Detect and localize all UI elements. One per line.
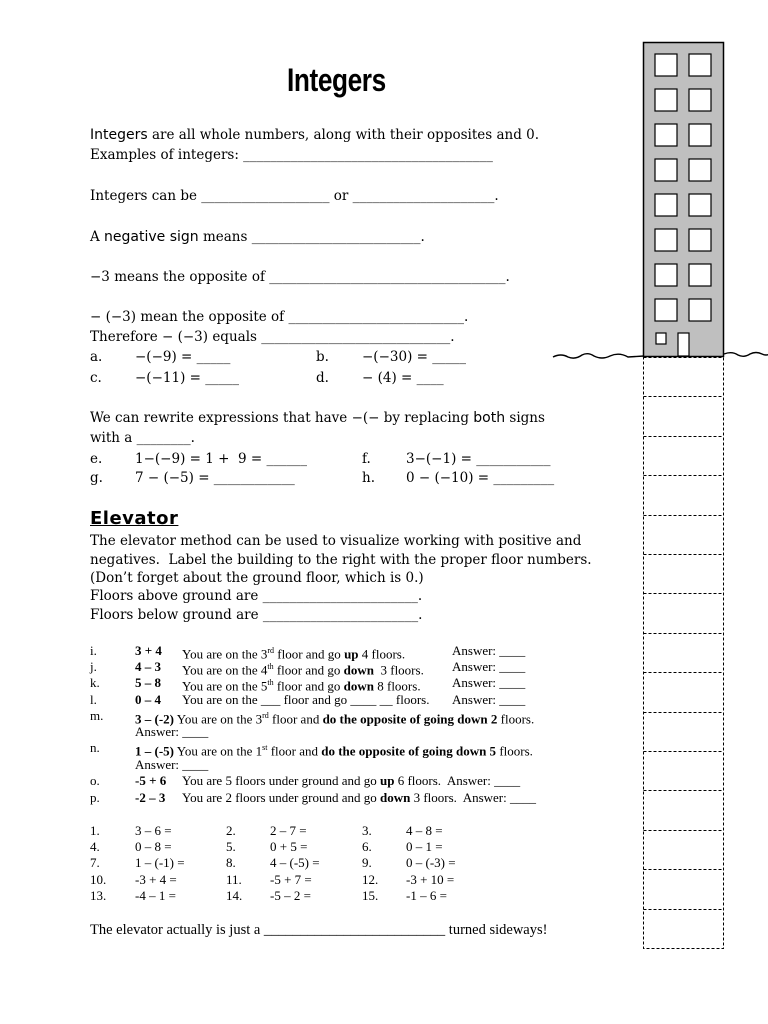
problem-answer: Answer: ____: [452, 659, 526, 674]
elevator-paragraph-2: negatives. Label the building to the right with the proper floor numbers.: [90, 552, 592, 568]
problem-text-c: 4 floors.: [358, 646, 406, 662]
item-e-label: e.: [90, 451, 103, 467]
problem-text-b: floor and go: [273, 678, 344, 694]
problem-text-a: You are 2 floors under ground and go: [182, 790, 380, 805]
drill-expr: 2 – 7 =: [270, 823, 307, 838]
can-be-line: Integers can be ___________________ or _____________________.: [90, 188, 499, 204]
drill-expr: 4 – (-5) =: [270, 855, 320, 870]
drill-number: 8.: [226, 855, 236, 870]
drill-expr: 0 + 5 =: [270, 839, 308, 854]
drill-number: 14.: [226, 888, 243, 903]
problem-sup: rd: [262, 711, 269, 720]
floors-below-line: Floors below ground are _______________________.: [90, 607, 423, 623]
problem-text-a: You are on the 3: [182, 646, 268, 662]
problem-text-c: 8 floors.: [373, 678, 421, 694]
problem-sup: th: [267, 678, 274, 687]
negative-sign-term: negative sign: [104, 229, 199, 245]
drill-number: 7.: [90, 855, 100, 870]
problem-text-c: floors.: [497, 711, 535, 727]
problem-bold: down: [379, 790, 411, 805]
problem-expr: 0 – 4: [135, 692, 161, 707]
item-b-expr: −(−30) = _____: [362, 349, 466, 365]
problem-expr: -5 + 6: [135, 773, 167, 788]
building-icon: [644, 43, 724, 357]
drill-expr: 0 – (-3) =: [406, 855, 456, 870]
drill-expr: -3 + 10 =: [406, 872, 455, 887]
drill-number: 12.: [362, 872, 379, 887]
item-c-expr: −(−11) = _____: [135, 370, 239, 386]
problem-label: k.: [90, 675, 100, 690]
problem-text-b: floor and go: [273, 662, 344, 678]
problem-label: m.: [90, 708, 104, 723]
elevator-paragraph-3: (Don’t forget about the ground floor, which is 0.): [90, 570, 424, 586]
negative-sign-suffix: means _________________________.: [198, 229, 425, 245]
item-b-label: b.: [316, 349, 329, 365]
rewrite-line-2: with a ________.: [90, 430, 195, 446]
problem-text-c: 3 floors. Answer: ____: [410, 790, 537, 805]
item-f-label: f.: [362, 451, 371, 467]
drill-expr: -5 + 7 =: [270, 872, 312, 887]
problem-bold: down: [343, 678, 374, 694]
problem-text-a: You are on the 5: [182, 678, 268, 694]
problem-expr: 5 – 8: [135, 675, 161, 690]
problem-text-a: You are 5 floors under ground and go: [182, 773, 380, 788]
drill-number: 15.: [362, 888, 379, 903]
drill-number: 2.: [226, 823, 236, 838]
problem-bold: do the opposite of going down 5: [321, 743, 497, 759]
drill-number: 1.: [90, 823, 100, 838]
drill-number: 13.: [90, 888, 107, 903]
problem-label: o.: [90, 773, 100, 788]
rewrite-prefix: We can rewrite expressions that have −(− by replacing: [90, 410, 474, 426]
drill-expr: -1 – 6 =: [406, 888, 447, 903]
problem-text-a: You are on the 4: [182, 662, 268, 678]
drill-number: 11.: [226, 872, 242, 887]
drill-number: 4.: [90, 839, 100, 854]
problem-sup: th: [267, 662, 274, 671]
drill-expr: -3 + 4 =: [135, 872, 177, 887]
problem-expr: 4 – 3: [135, 659, 161, 674]
item-d-label: d.: [316, 370, 329, 386]
item-a-label: a.: [90, 349, 103, 365]
rewrite-suffix: signs: [505, 410, 545, 426]
problem-answer: Answer: ____: [135, 724, 209, 739]
opposite-neg-three-line: − (−3) mean the opposite of __________________________.: [90, 309, 469, 325]
problem-answer: Answer: ____: [452, 643, 526, 658]
page-title: Integers: [287, 62, 386, 98]
problem-expr: 3 – (-2): [135, 711, 174, 727]
problem-text-b: floor and: [268, 711, 323, 727]
drill-expr: -4 – 1 =: [135, 888, 176, 903]
item-h-expr: 0 − (−10) = _________: [406, 470, 555, 486]
drill-expr: 0 – 8 =: [135, 839, 172, 854]
closing-line: The elevator actually is just a _________________________ turned sideways!: [90, 922, 548, 938]
problem-answer: Answer: ____: [135, 757, 209, 772]
drill-expr: 3 – 6 =: [135, 823, 172, 838]
item-a-expr: −(−9) = _____: [135, 349, 231, 365]
drill-expr: -5 – 2 =: [270, 888, 311, 903]
intro-term: Integers: [90, 127, 148, 143]
item-c-label: c.: [90, 370, 102, 386]
problem-expr: 1 – (-5): [135, 743, 174, 759]
problem-text-b: floor and go: [274, 646, 345, 662]
problem-expr: 3 + 4: [135, 643, 162, 658]
item-g-expr: 7 − (−5) = ____________: [135, 470, 295, 486]
underground-floors: [644, 358, 724, 949]
problem-sup: st: [262, 743, 268, 752]
drill-number: 9.: [362, 855, 372, 870]
item-f-expr: 3−(−1) = ___________: [406, 451, 551, 467]
drill-number: 5.: [226, 839, 236, 854]
item-g-label: g.: [90, 470, 103, 486]
intro-examples: Examples of integers: _____________________________________: [90, 147, 493, 163]
problem-text-c: floors.: [496, 743, 533, 759]
problem-label: l.: [90, 692, 97, 707]
rewrite-both: both: [473, 410, 506, 426]
problem-bold: up: [379, 773, 395, 788]
problem-sup: rd: [267, 646, 275, 655]
problem-text-a: You are on the 1: [174, 743, 263, 759]
drill-number: 6.: [362, 839, 372, 854]
problem-text-c: 3 floors.: [373, 662, 424, 678]
problem-expr: -2 – 3: [135, 790, 166, 805]
problem-bold: up: [344, 646, 359, 662]
drill-expr: 1 – (-1) =: [135, 855, 185, 870]
elevator-heading: Elevator: [90, 508, 179, 529]
problem-answer: Answer: ____: [452, 692, 526, 707]
problem-bold: down: [343, 662, 374, 678]
problem-text-a: You are on the 3: [174, 711, 263, 727]
problem-text-c: 6 floors. Answer: ____: [394, 773, 521, 788]
item-h-label: h.: [362, 470, 375, 486]
problem-text-b: floor and: [267, 743, 322, 759]
problem-label: n.: [90, 740, 100, 755]
drill-number: 3.: [362, 823, 372, 838]
negative-sign-prefix: A: [90, 229, 105, 245]
floors-above-line: Floors above ground are _______________________.: [90, 588, 423, 604]
elevator-paragraph-1: The elevator method can be used to visualize working with positive and: [90, 533, 582, 549]
drill-expr: 4 – 8 =: [406, 823, 443, 838]
problem-label: j.: [90, 659, 97, 674]
problem-label: i.: [90, 643, 97, 658]
problem-text: You are on the ___ floor and go ____ __ floors.: [182, 692, 430, 707]
item-e-expr: 1−(−9) = 1 + 9 = ______: [135, 451, 307, 467]
item-d-expr: − (4) = ____: [362, 370, 444, 386]
problem-label: p.: [90, 790, 100, 805]
opposite-three-line: −3 means the opposite of ___________________________________.: [90, 269, 510, 285]
problem-bold: do the opposite of going down 2: [322, 711, 498, 727]
drill-expr: 0 – 1 =: [406, 839, 443, 854]
therefore-line: Therefore − (−3) equals ____________________________.: [90, 329, 455, 345]
drill-number: 10.: [90, 872, 107, 887]
intro-definition-text: are all whole numbers, along with their opposites and 0.: [147, 127, 540, 143]
problem-answer: Answer: ____: [452, 675, 526, 690]
